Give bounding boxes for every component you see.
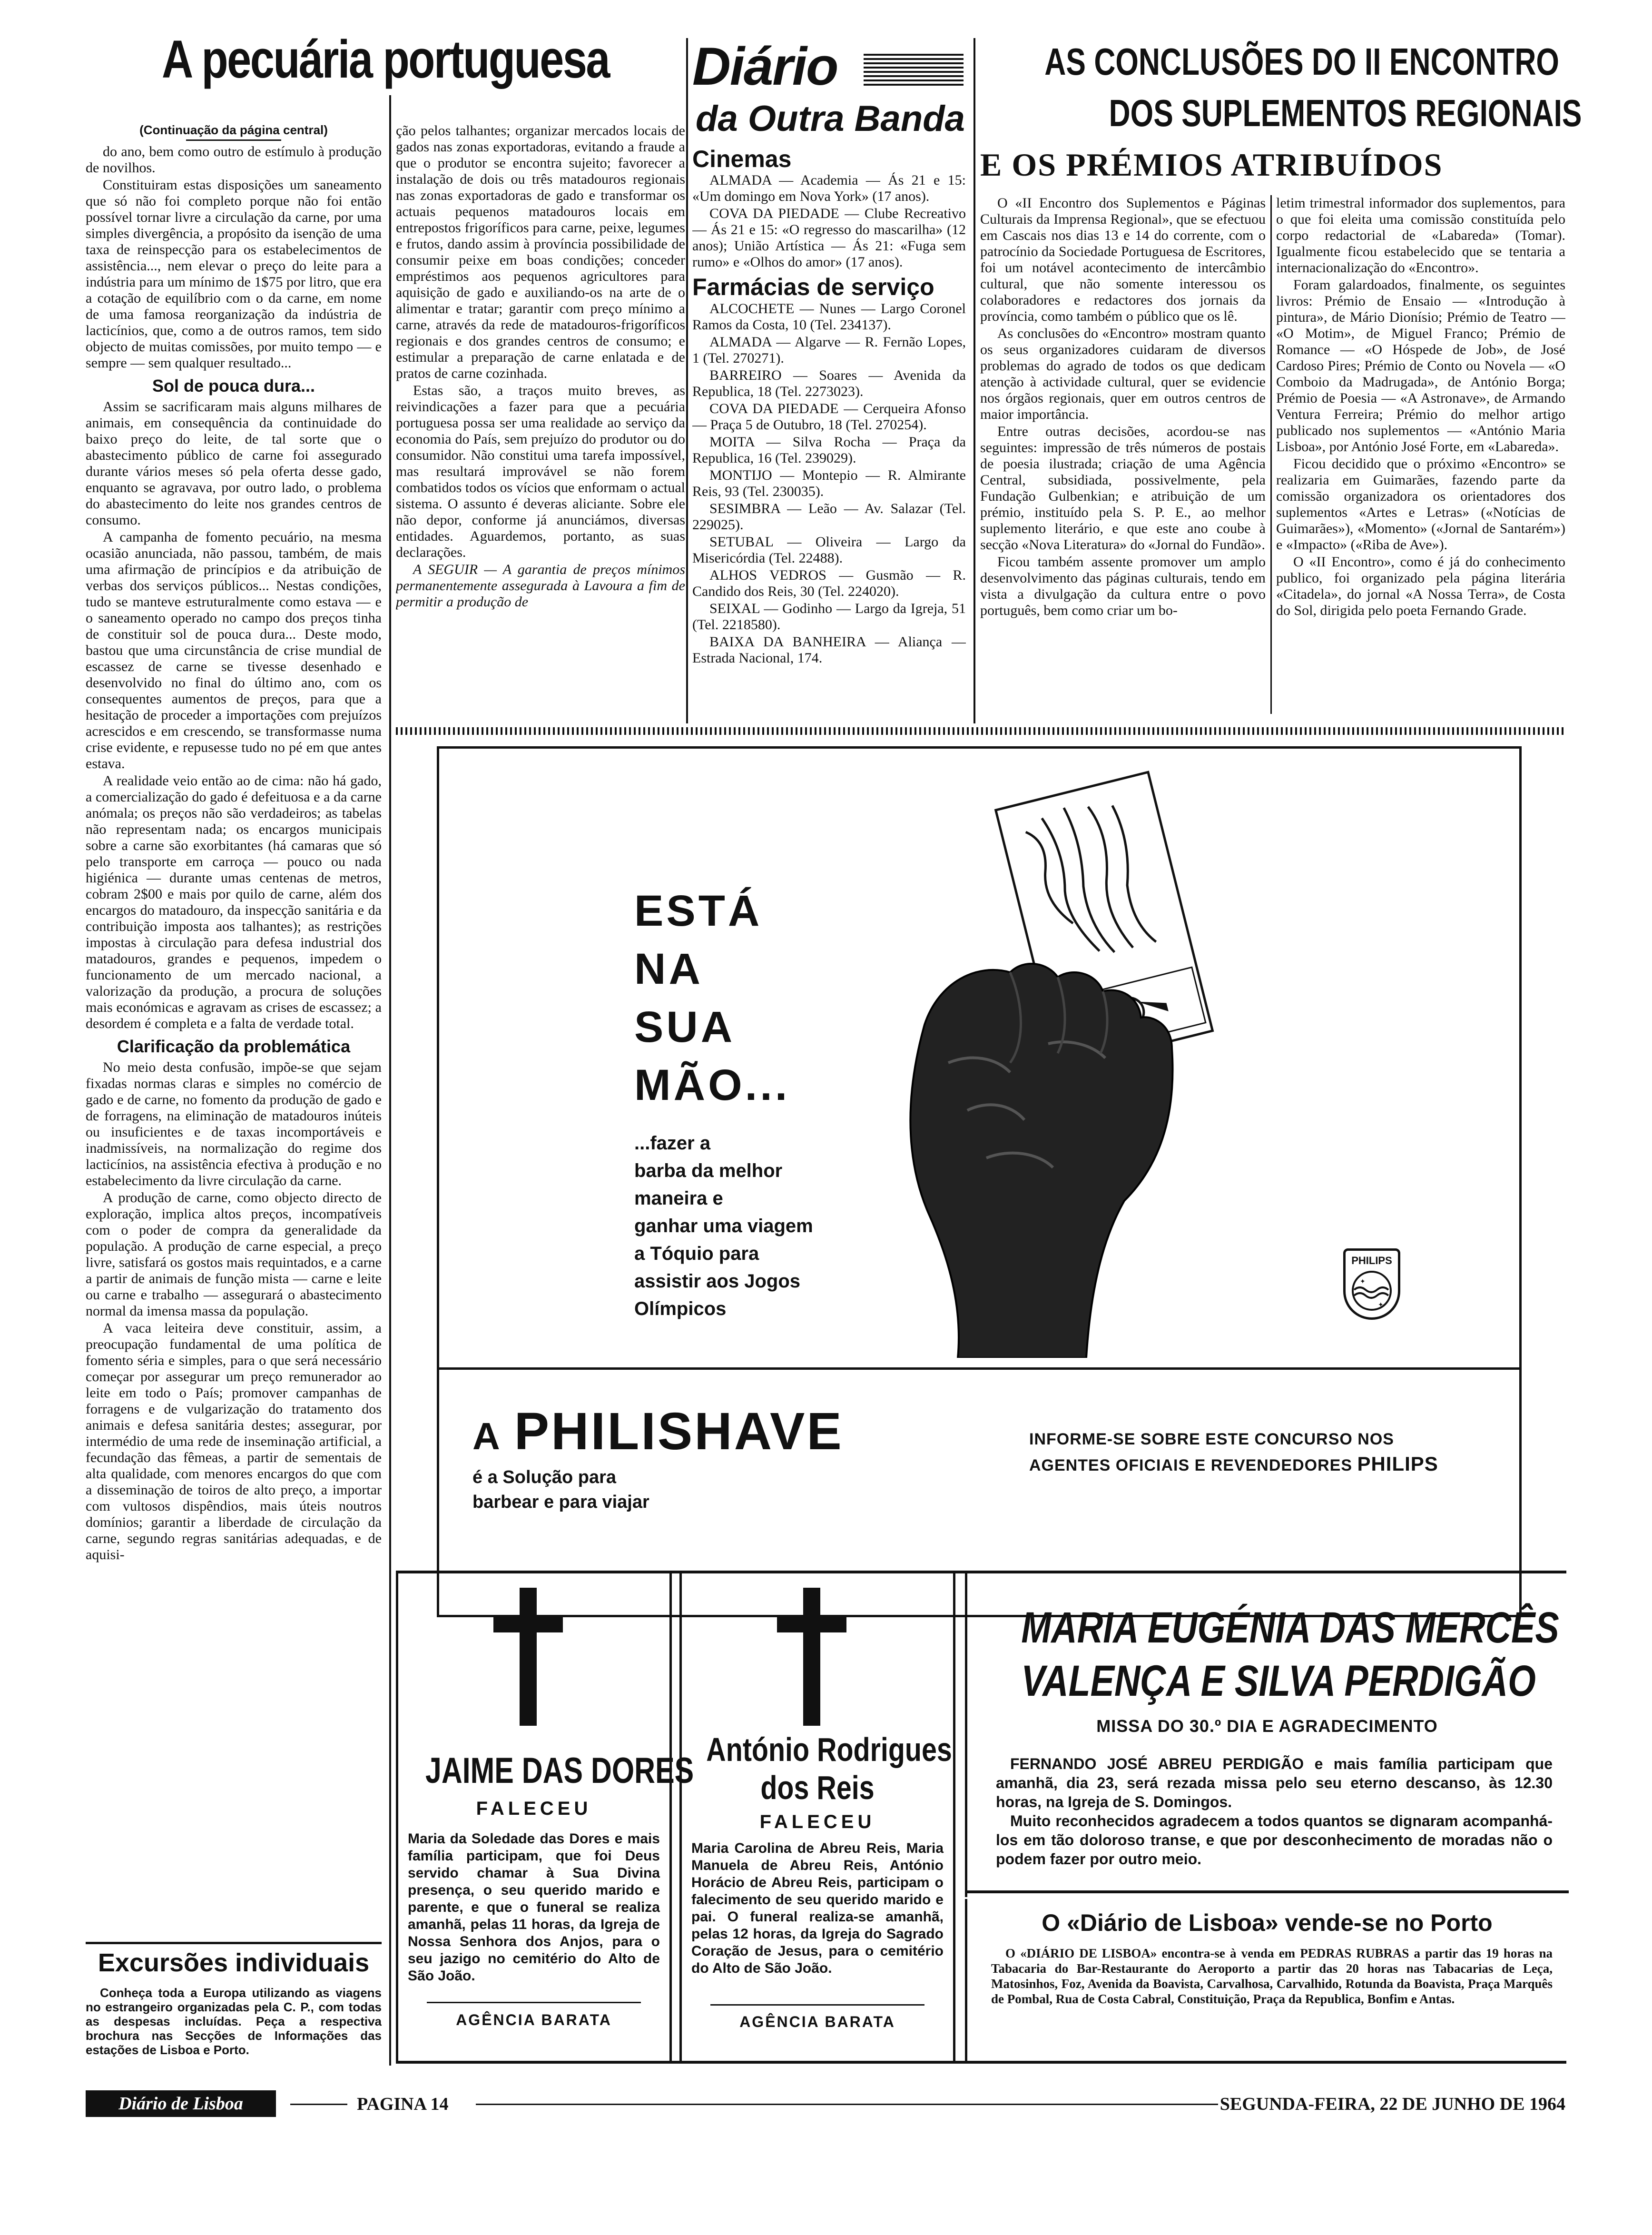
paragraph: letim trimestral informador dos suplementos, para o que foi eleita uma comissão constituída pelo corpo redactorial de «Labareda» (Tomar). Igualmente ficou estabelecido que se tentaria a internacionalização do «Encontro». xyxy=(1276,195,1565,276)
subcopy-line: ganhar uma viagem xyxy=(634,1216,813,1236)
outra-banda-title: Diário xyxy=(692,37,838,96)
porto-notice xyxy=(965,1899,1566,2061)
outra-banda-divider-right xyxy=(974,38,975,723)
continuation-note: (Continuação da página central) xyxy=(139,123,328,137)
info-text: AGENTES OFICIAIS E REVENDEDORES xyxy=(1029,1456,1352,1474)
subheading-sol: Sol de pouca dura... xyxy=(152,376,315,396)
tagline-line: barbear e para viajar xyxy=(472,1492,649,1512)
list-item: MONTIJO — Montepio — R. Almirante Reis, 93 (Tel. 230035). xyxy=(692,467,966,499)
article-column-2 xyxy=(396,123,685,722)
paragraph: A vaca leiteira deve constituir, assim, a preocupação fundamental de uma política de fomento séria e simples, para o que será necessário começar por assegurar um preço remunerador ao leite em todo o País; promover campanhas de forragens e de vulgarização do tratamento dos animais e defesa sanitária destes; assegurar, por intermédio de uma rede de inseminação artificial, a fecundação das fêmeas, a partir de sementais de alta qualidade, com menores encargos do que com a disseminação de toiros de alto preço, a importar com vultosos dispêndios, mais úteis noutros domínios; garantir a liberdade de circulação da carne, segundo regras sanitárias adequadas, e de aquisi- xyxy=(86,1320,382,1563)
list-item: SEIXAL — Godinho — Largo da Igreja, 51 (Tel. 2218580). xyxy=(692,601,966,633)
cinemas-list xyxy=(692,172,966,270)
headline-line: MÃO... xyxy=(634,1061,790,1109)
svg-text:✦: ✦ xyxy=(1378,1302,1384,1309)
paragraph: Foram galardoados, finalmente, os seguintes livros: Prémio de Ensaio — «Introdução à pintura», de Mário Dionísio; Prémio de Teatro — «O Motim», de Miguel Franco; Prémio de Romance — «O Hóspede de Job», de José Cardoso Pires; Prémio de Conto ou Novela — «O Comboio da Madrugada», de António Borga; Prémio de Poesia — «A Astronave», de Armando Ventura Ferreira; Prémio do melhor artigo publicado nos suplementos — «António Maria Lisboa», por António José Forte, em «Labareda». xyxy=(1276,277,1565,455)
paragraph: FERNANDO JOSÉ ABREU PERDIGÃO e mais família participam que amanhã, dia 23, será rezada missa pelo seu eterno descanso, às 12.30 horas, na Igreja de S. Domingos. xyxy=(996,1755,1553,1810)
obituary-antonio xyxy=(679,1573,955,2061)
obit-name-2: dos Reis xyxy=(760,1769,875,1806)
subcopy-line: maneira e xyxy=(634,1188,723,1209)
brand-name: PHILISHAVE xyxy=(514,1402,844,1461)
title-hatch-block xyxy=(864,52,964,86)
philips-logo-text: PHILIPS xyxy=(1351,1255,1392,1266)
headline-line: NA xyxy=(634,945,703,993)
article-headline: A pecuária portuguesa xyxy=(161,30,610,89)
philips-shield-logo xyxy=(1343,1248,1400,1320)
info-line: INFORME-SE SOBRE ESTE CONCURSO NOS xyxy=(1029,1430,1394,1448)
svg-text:✦: ✦ xyxy=(1360,1278,1366,1286)
obit-name: JAIME DAS DORES xyxy=(425,1750,694,1791)
encontro-headline-3: E OS PRÉMIOS ATRIBUÍDOS xyxy=(980,147,1443,183)
encontro-headline-1: AS CONCLUSÕES DO II ENCONTRO xyxy=(1044,40,1559,83)
paragraph: As conclusões do «Encontro» mostram quanto os seus organizadores cuidaram de diversos problemas do agrado de todos os que dedicam atenção à actividade cultural, quer se evidencie nos órgãos regionais, quer em outros centros de maior importância. xyxy=(980,326,1266,422)
obit-agency: AGÊNCIA BARATA xyxy=(456,2011,612,2028)
subcopy-line: ...fazer a xyxy=(634,1133,711,1154)
list-item: MOITA — Silva Rocha — Praça da Republica, 16 (Tel. 239029). xyxy=(692,434,966,466)
footer-masthead: Diário de Lisboa xyxy=(86,2090,276,2117)
list-item: ALMADA — Academia — Ás 21 e 15: «Um domingo em Nova York» (17 anos). xyxy=(692,172,966,204)
subcopy-line: Olímpicos xyxy=(634,1298,727,1319)
paragraph: Ficou decidido que o próximo «Encontro» se realizaria em Guimarães, fazendo parte da comissão organizadora os orientadores dos suplementos «Artes e Letras» («Notícias de Guimarães»), «Momento» («Jornal de Santarém») e «Impacto» («Riba de Ave»). xyxy=(1276,456,1565,553)
footer-date: SEGUNDA-FEIRA, 22 DE JUNHO DE 1964 xyxy=(1219,2094,1565,2114)
article-paragraphs-col2 xyxy=(396,123,685,610)
obit-mass: MISSA DO 30.º DIA E AGRADECIMENTO xyxy=(1096,1716,1438,1736)
paragraph: O «II Encontro», como é já do conhecimento publico, foi organizado pela página literária «Citadela», do jornal «A Nossa Terra», de Costa do Sol, dirigida pelo poeta Fernando Grade. xyxy=(1276,554,1565,618)
farmacias-title: Farmácias de serviço xyxy=(692,274,934,300)
paragraph: Assim se sacrificaram mais alguns milhares de animais, em consequência da continuidade do baixo preço do leite, de tal sorte que o abastecimento público de carne foi assegurado durante vários meses só pela oferta desse gado, enquanto se agravava, por outro lado, o problema do abastecimento do leite nos grandes centros de consumo. xyxy=(86,399,382,528)
obit-faleceu: FALECEU xyxy=(759,1811,875,1832)
obit-agency: AGÊNCIA BARATA xyxy=(739,2013,895,2030)
paragraph: Constituiram estas disposições um saneamento que só não foi completo porque não foi então possível tornar livre a circulação da carne, por uma simples divergência, a propósito da isenção de uma taxa de reinspecção para os estabelecimentos de assistência..., nem elevar o preço do leite para a indústria para um mínimo de 1$75 por litro, que era a cotação de equilíbrio com o da carne, em nome de uma famosa reorganização da indústria de lacticínios, que, como a de outros ramos, tem sido objecto de muitas comissões, por muito tempo — e sempre — sem qualquer resultado... xyxy=(86,177,382,371)
farmacias-list xyxy=(692,301,966,666)
brand-line xyxy=(472,1403,844,1465)
excursoes-box xyxy=(86,1942,382,2094)
list-item: BAIXA DA BANHEIRA — Aliança — Estrada Nacional, 174. xyxy=(692,634,966,666)
list-item: COVA DA PIEDADE — Cerqueira Afonso — Praça 5 de Outubro, 18 (Tel. 270254). xyxy=(692,401,966,433)
paragraph: No meio desta confusão, impõe-se que sejam fixadas normas claras e simples no comércio de gado e de carne, no fomento da produção de gado e de forragens, na eliminação de matadouros inúteis ou insuficientes e de taxas incomportáveis e inadmissíveis, na normalização do regime dos lacticínios, na assistência efectiva à produção e no estabelecimento da livre circulação da carne. xyxy=(86,1059,382,1188)
ad-headline xyxy=(634,882,834,1114)
paragraph: O «II Encontro dos Suplementos e Páginas Culturais da Imprensa Regional», que se efectuou em Cascais nos dias 13 e 14 do corrente, com o patrocínio da Sociedade Portuguesa de Escritores, foi um notável acontecimento de intercâmbio cultural, que não somente interessou os colaboradores e redactores dos jornais da província, como também o público que os lê. xyxy=(980,195,1266,324)
obituary-jaime xyxy=(396,1573,694,2061)
paragraph: A realidade veio então ao de cima: não há gado, a comercialização do gado é defeituosa e a da carne anómala; os preços não são verdadeiros; as tabelas não representam nada; os encargos municipais sobre a carne são exorbitantes (há camaras que só pelo transporte em carroça — pouco ou nada higiénica — durante umas centenas de metros, cobram 2$00 e mais por quilo de carne, além dos encargos do matadouro, da inspecção sanitária e da contribuição imposta aos talhantes); as restrições impostas à circulação para defesa industrial dos matadouros, grandes e pequenos, impedem o funcionamento de um mercado nacional, a valorização da produção, a procura de soluções mais económicas e agravam as crises de escassez; a desordem é completa e a falta de verdade total. xyxy=(86,773,382,1031)
list-item: SETUBAL — Oliveira — Largo da Misericórdia (Tel. 22488). xyxy=(692,534,966,566)
cinemas-title: Cinemas xyxy=(692,146,792,172)
obit-text: Maria Carolina de Abreu Reis, Maria Manuela de Abreu Reis, António Horácio de Abreu Reis, participam o falecimento de seu querido marido e pai. O funeral realiza-se amanhã, pelas 12 horas, da Igreja do Sagrado Coração de Jesus, para o cemitério do Alto de São João. xyxy=(691,1840,944,1976)
subcopy-line: a Tóquio para xyxy=(634,1243,759,1264)
tagline xyxy=(472,1465,649,1514)
paragraph: Ficou também assente promover um amplo desenvolvimento das páginas culturais, tendo em vista a divulgação da cultura entre o povo português, bem como criar um bo- xyxy=(980,554,1266,618)
porto-text: O «DIÁRIO DE LISBOA» encontra-se à venda em PEDRAS RUBRAS a partir das 19 horas na Tabacaria do Bar-Restaurante do Aeroporto a partir das 20 horas nas Tabacarias de Leça, Matosinhos, Foz, Avenida da Boavista, Carvalhosa, Carvalhido, Rotunda da Boavista, Praça Marquês de Pombal, Rua de Costa Cabral, Constituição, Praça da Republica, Bonfim e Antas. xyxy=(991,1946,1553,2006)
ad-info xyxy=(1029,1427,1486,1478)
obit-text: Maria da Soledade das Dores e mais família participam, que foi Deus servido chamar à Sua Divina presença, o seu querido marido e parente, e que o funeral se realiza amanhã, pelas 11 horas, da Igreja de Nossa Senhora dos Anjos, para o seu jazigo no cemitério do Alto de São João. xyxy=(408,1831,660,1984)
headline-line: SUA xyxy=(634,1003,736,1051)
cross-icon xyxy=(520,1588,537,1726)
hand-holding-card-illustration xyxy=(867,758,1229,1358)
cross-icon-bar xyxy=(777,1616,846,1632)
article-column-1 xyxy=(86,123,382,2088)
paragraph: Estas são, a traços muito breves, as reivindicações a fazer para que a pecuária portuguesa possa ser uma realidade ao serviço da economia do País, sem prejuízo do produtor ou do consumidor. Não constitui uma tarefa impossível, mas resultará improvável se não forem combatidos todos os vícios que enformam o actual sistema. O assunto é deveras aliciante. Sobre ele não depor, conforme já anunciámos, diversas entidades. Aguardemos, portanto, as suas declarações. xyxy=(396,383,685,560)
obit-section xyxy=(396,1571,1566,2066)
list-item: ALCOCHETE — Nunes — Largo Coronel Ramos da Costa, 10 (Tel. 234137). xyxy=(692,301,966,333)
cross-icon-bar xyxy=(493,1616,563,1632)
obit-faleceu: FALECEU xyxy=(476,1798,592,1819)
list-item: SESIMBRA — Leão — Av. Salazar (Tel. 229025). xyxy=(692,501,966,533)
outra-banda-section xyxy=(692,38,968,723)
continuation-teaser: A SEGUIR — A garantia de preços mínimos permanentemente assegurada à Lavoura a fim de permitir a produção de xyxy=(396,562,685,610)
encontro-headline-2: DOS SUPLEMENTOS REGIONAIS xyxy=(1109,92,1582,134)
subcopy-line: assistir aos Jogos xyxy=(634,1271,801,1292)
subcopy-line: barba da melhor xyxy=(634,1160,783,1181)
philips-stars-waves-icon xyxy=(1346,1267,1398,1315)
obituary-maria-eugenia xyxy=(965,1573,1566,1897)
article-paragraphs-a xyxy=(86,144,382,371)
ad-upper-panel xyxy=(439,749,1519,1370)
excursoes-text: Conheça toda a Europa utilizando as viagens no estrangeiro organizadas pela C. P., com todas as despesas incluídas. Peça a respectiva brochura nas Secções de Informações das estações de Lisboa e Porto. xyxy=(86,1986,382,2057)
tagline-line: é a Solução para xyxy=(472,1467,617,1487)
paragraph: A campanha de fomento pecuário, na mesma ocasião anunciada, não passou, também, de mais uma afirmação de princípios e da atribuição de verbas dos serviços públicos... Nestas condições, tudo se manteve estruturalmente como estava — e o saneamento operado no campo dos preços tinha de constituir sol de pouca dura... Deste modo, bastou que uma circunstância de crise mundial de escassez de carne se tivesse desenhado e desenvolvido no final do último ano, com os consequentes aumentos de preços, para que a hesitação de proceder a importações com prejuízos acrescidos e em crescendo, se transformasse numa crise evidente, e repusesse tudo no pé em que antes estava. xyxy=(86,529,382,771)
info-line-2 xyxy=(1029,1452,1486,1478)
outra-banda-divider-left xyxy=(686,38,688,723)
left-column-divider xyxy=(389,95,391,2066)
porto-title: O «Diário de Lisboa» vende-se no Porto xyxy=(1042,1909,1493,1936)
paragraph: Muito reconhecidos agradecem a todos quantos se dignaram acompanhá-los em tão doloroso transe, e que por desconhecimento de moradas não o podem fazer por outro meio. xyxy=(996,1812,1553,1868)
obit-text xyxy=(996,1754,1553,1869)
encontro-column-divider xyxy=(1270,195,1272,714)
cross-icon xyxy=(803,1588,820,1726)
footer-page: PAGINA 14 xyxy=(357,2094,449,2114)
encontro-column-2 xyxy=(1276,195,1565,709)
obit-name-1: António Rodrigues xyxy=(706,1731,952,1768)
paragraph: do ano, bem como outro de estímulo à produção de novilhos. xyxy=(86,144,382,176)
headline-line: ESTÁ xyxy=(634,887,763,935)
obit-name-1: MARIA EUGÉNIA DAS MERCÊS xyxy=(1021,1603,1559,1652)
obit-name-2: VALENÇA E SILVA PERDIGÃO xyxy=(1021,1657,1536,1705)
encontro-column-1 xyxy=(980,195,1266,709)
outra-banda-listings xyxy=(692,146,966,726)
encontro-article xyxy=(980,38,1582,723)
list-item: COVA DA PIEDADE — Clube Recreativo — Ás 21 e 15: «O regresso do mascarilha» (12 anos); União Artística — Ás 21: «Fuga sem rumo» e «Olhos do amor» (17 anos). xyxy=(692,206,966,270)
philishave-ad xyxy=(437,746,1522,1617)
page-footer xyxy=(86,2090,1565,2119)
info-brand: PHILIPS xyxy=(1357,1453,1438,1475)
list-item: ALHOS VEDROS — Gusmão — R. Candido dos Reis, 30 (Tel. 224020). xyxy=(692,567,966,599)
subheading-clarificacao: Clarificação da problemática xyxy=(117,1037,351,1056)
brand-article: A xyxy=(472,1415,500,1457)
article-paragraphs-c xyxy=(86,1059,382,1563)
list-item: BARREIRO — Soares — Avenida da Republica, 18 (Tel. 2273023). xyxy=(692,367,966,399)
excursoes-title: Excursões individuais xyxy=(98,1948,370,1977)
outra-banda-subtitle: da Outra Banda xyxy=(696,99,965,139)
paragraph: Entre outras decisões, acordou-se nas seguintes: impressão de três números de postais de poesia ilustrada; criação de uma Agência Central, subsidiada, possivelmente, pela Fundação Gulbenkian; e atribuição de um prémio, instituído pela S. P. E., ao melhor suplemento literário, e que este ano coube à secção «Nova Literatura» do «Jornal do Fundão». xyxy=(980,424,1266,553)
paragraph: A produção de carne, como objecto directo de exploração, implica altos preços, incompatíveis com o poder de compra da generalidade da população. A produção de carne especial, a preço livre, satisfará os gostos mais requintados, e a carne a partir de animais de função mista — carne e leite ou carne e trabalho — assegurará o abastecimento normal da imensa massa da população. xyxy=(86,1190,382,1319)
list-item: ALMADA — Algarve — R. Fernão Lopes, 1 (Tel. 270271). xyxy=(692,334,966,366)
ad-subcopy xyxy=(634,1129,882,1323)
article-paragraphs-b xyxy=(86,399,382,1032)
hatched-rule-top xyxy=(396,727,1565,735)
paragraph: ção pelos talhantes; organizar mercados locais de gados nas zonas exportadoras, evitando a fraude a que o produtor se encontra sujeito; favorecer a instalação de dois ou três matadouros regionais nas zonas exportadoras de gado e transformar os actuais pequenos matadouros locais em entrepostos frigoríficos para carne, peixe, legumes e frutos, dando assim à província possibilidade de consumir peixe em boas condições; conceder empréstimos aos pequenos agricultores para aquisição de gado e auxiliando-os na arte de o alimentar e tratar; garantir com preço mínimo a carne, através da rede de matadouros-frigoríficos regionais e dos grandes centros de consumo; e estimular a preparação de carne enlatada e de pratos de carne cozinhada. xyxy=(396,123,685,381)
